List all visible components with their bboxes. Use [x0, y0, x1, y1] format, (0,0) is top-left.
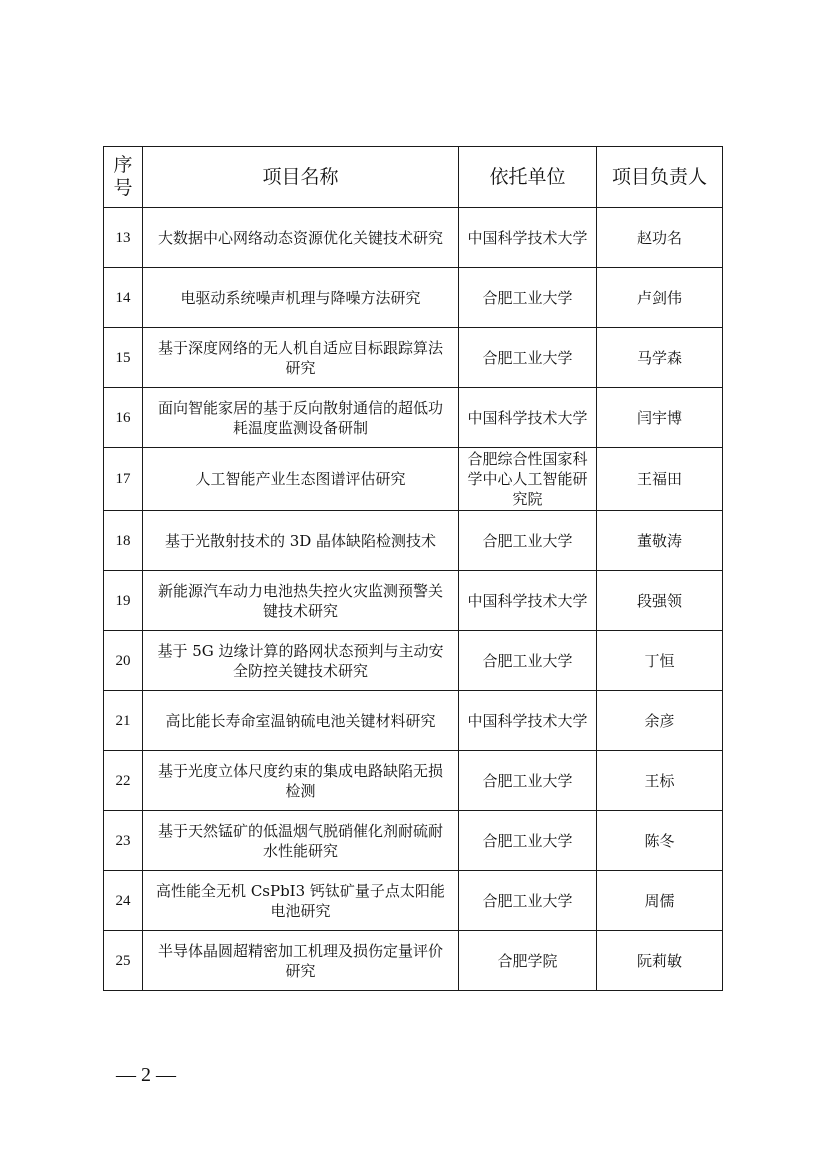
header-project-name: 项目名称	[143, 147, 459, 208]
cell-host-unit: 合肥工业大学	[459, 511, 597, 571]
table-row	[104, 511, 723, 571]
cell-project-name: 大数据中心网络动态资源优化关键技术研究	[143, 208, 459, 268]
page-number: — 2 —	[116, 1064, 176, 1086]
cell-host-unit: 合肥学院	[459, 931, 597, 991]
table-row	[104, 871, 723, 931]
cell-project-lead: 赵功名	[597, 208, 723, 268]
cell-serial-number: 18	[104, 511, 143, 571]
cell-project-name: 人工智能产业生态图谱评估研究	[143, 448, 459, 511]
cell-serial-number: 20	[104, 631, 143, 691]
cell-project-name: 新能源汽车动力电池热失控火灾监测预警关键技术研究	[143, 571, 459, 631]
cell-serial-number: 21	[104, 691, 143, 751]
table-row	[104, 931, 723, 991]
cell-host-unit: 合肥工业大学	[459, 328, 597, 388]
cell-serial-number: 16	[104, 388, 143, 448]
table-row	[104, 571, 723, 631]
header-project-lead: 项目负责人	[597, 147, 723, 208]
project-table	[103, 146, 723, 991]
table-row	[104, 448, 723, 511]
cell-project-lead: 段强领	[597, 571, 723, 631]
cell-project-name: 面向智能家居的基于反向散射通信的超低功耗温度监测设备研制	[143, 388, 459, 448]
cell-host-unit: 合肥综合性国家科学中心人工智能研究院	[459, 448, 597, 511]
header-host-unit: 依托单位	[459, 147, 597, 208]
cell-project-name: 基于 5G 边缘计算的路网状态预判与主动安全防控关键技术研究	[143, 631, 459, 691]
table-row	[104, 268, 723, 328]
cell-serial-number: 15	[104, 328, 143, 388]
table-row	[104, 811, 723, 871]
cell-serial-number: 22	[104, 751, 143, 811]
cell-project-lead: 卢剑伟	[597, 268, 723, 328]
cell-project-lead: 王福田	[597, 448, 723, 511]
table-row	[104, 208, 723, 268]
cell-serial-number: 24	[104, 871, 143, 931]
table-row	[104, 388, 723, 448]
cell-project-name: 半导体晶圆超精密加工机理及损伤定量评价研究	[143, 931, 459, 991]
cell-host-unit: 中国科学技术大学	[459, 388, 597, 448]
cell-project-lead: 董敬涛	[597, 511, 723, 571]
table-row	[104, 751, 723, 811]
cell-project-lead: 马学森	[597, 328, 723, 388]
cell-host-unit: 合肥工业大学	[459, 871, 597, 931]
cell-project-lead: 王标	[597, 751, 723, 811]
cell-project-lead: 余彦	[597, 691, 723, 751]
cell-serial-number: 14	[104, 268, 143, 328]
cell-serial-number: 13	[104, 208, 143, 268]
cell-host-unit: 合肥工业大学	[459, 268, 597, 328]
table-row	[104, 328, 723, 388]
cell-project-name: 基于光散射技术的 3D 晶体缺陷检测技术	[143, 511, 459, 571]
table-header-row	[104, 147, 723, 208]
table-row	[104, 691, 723, 751]
cell-host-unit: 中国科学技术大学	[459, 691, 597, 751]
cell-serial-number: 23	[104, 811, 143, 871]
cell-project-lead: 丁恒	[597, 631, 723, 691]
cell-project-name: 基于光度立体尺度约束的集成电路缺陷无损检测	[143, 751, 459, 811]
cell-host-unit: 中国科学技术大学	[459, 208, 597, 268]
cell-project-lead: 阮莉敏	[597, 931, 723, 991]
cell-project-name: 基于天然锰矿的低温烟气脱硝催化剂耐硫耐水性能研究	[143, 811, 459, 871]
cell-project-name: 基于深度网络的无人机自适应目标跟踪算法研究	[143, 328, 459, 388]
cell-serial-number: 17	[104, 448, 143, 511]
header-serial-number: 序号	[104, 147, 143, 208]
cell-project-lead: 闫宇博	[597, 388, 723, 448]
cell-host-unit: 合肥工业大学	[459, 811, 597, 871]
cell-project-name: 电驱动系统噪声机理与降噪方法研究	[143, 268, 459, 328]
cell-project-name: 高比能长寿命室温钠硫电池关键材料研究	[143, 691, 459, 751]
table-row	[104, 631, 723, 691]
cell-project-lead: 周儒	[597, 871, 723, 931]
cell-project-name: 高性能全无机 CsPbI3 钙钛矿量子点太阳能电池研究	[143, 871, 459, 931]
cell-host-unit: 中国科学技术大学	[459, 571, 597, 631]
cell-serial-number: 25	[104, 931, 143, 991]
cell-project-lead: 陈冬	[597, 811, 723, 871]
cell-serial-number: 19	[104, 571, 143, 631]
cell-host-unit: 合肥工业大学	[459, 751, 597, 811]
cell-host-unit: 合肥工业大学	[459, 631, 597, 691]
